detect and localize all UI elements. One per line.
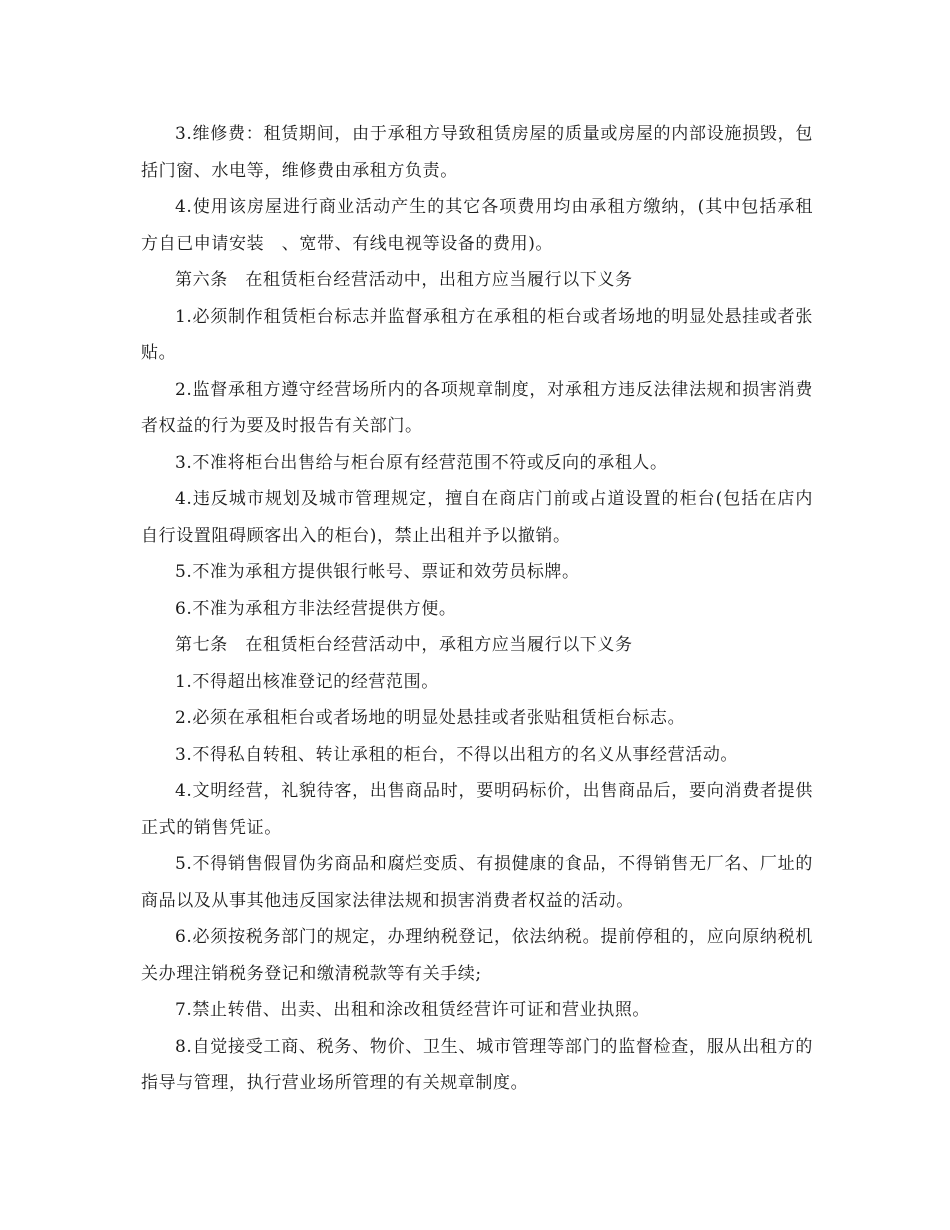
- clause-paragraph: 4.文明经营，礼貌待客，出售商品时，要明码标价，出售商品后，要向消费者提供正式的销售凭证。: [141, 781, 813, 838]
- clause-paragraph: 6.必须按税务部门的规定，办理纳税登记，依法纳税。提前停租的，应向原纳税机关办理注销税务登记和缴清税款等有关手续;: [141, 927, 813, 984]
- document-body: [141, 116, 813, 1102]
- clause-paragraph: 2.必须在承租柜台或者场地的明显处悬挂或者张贴租赁柜台标志。: [175, 708, 686, 728]
- article-heading: 第六条 在租赁柜台经营活动中，出租方应当履行以下义务: [175, 270, 633, 290]
- clause-paragraph: 4.违反城市规划及城市管理规定，擅自在商店门前或占道设置的柜台(包括在店内自行设置阻碍顾客出入的柜台)，禁止出租并予以撤销。: [141, 489, 813, 546]
- article-heading: 第七条 在租赁柜台经营活动中，承租方应当履行以下义务: [175, 635, 633, 655]
- clause-paragraph: 1.不得超出核准登记的经营范围。: [175, 671, 439, 692]
- clause-paragraph: 3.不得私自转租、转让承租的柜台，不得以出租方的名义从事经营活动。: [175, 744, 739, 765]
- clause-paragraph: 2.监督承租方遵守经营场所内的各项规章制度，对承租方违反法律法规和损害消费者权益的行为要及时报告有关部门。: [141, 379, 813, 436]
- clause-paragraph: 5.不准为承租方提供银行帐号、票证和效劳员标牌。: [175, 562, 580, 582]
- clause-paragraph: 8.自觉接受工商、税务、物价、卫生、城市管理等部门的监督检查，服从出租方的指导与管理，执行营业场所管理的有关规章制度。: [141, 1036, 813, 1093]
- clause-paragraph: 3.维修费：租赁期间，由于承租方导致租赁房屋的质量或房屋的内部设施损毁，包括门窗、水电等，维修费由承租方负责。: [141, 124, 813, 181]
- clause-paragraph: 5.不得销售假冒伪劣商品和腐烂变质、有损健康的食品，不得销售无厂名、厂址的商品以及从事其他违反国家法律法规和损害消费者权益的活动。: [141, 854, 813, 911]
- clause-paragraph: 6.不准为承租方非法经营提供方便。: [175, 598, 457, 619]
- clause-paragraph: 7.禁止转借、出卖、出租和涂改租赁经营许可证和营业执照。: [175, 1000, 651, 1020]
- clause-paragraph: 4.使用该房屋进行商业活动产生的其它各项费用均由承租方缴纳，(其中包括承租方自已申请安装 、宽带、有线电视等设备的费用)。: [141, 197, 813, 254]
- clause-paragraph: 1.必须制作租赁柜台标志并监督承租方在承租的柜台或者场地的明显处悬挂或者张贴。: [141, 306, 813, 363]
- clause-paragraph: 3.不准将柜台出售给与柜台原有经营范围不符或反向的承租人。: [175, 452, 668, 473]
